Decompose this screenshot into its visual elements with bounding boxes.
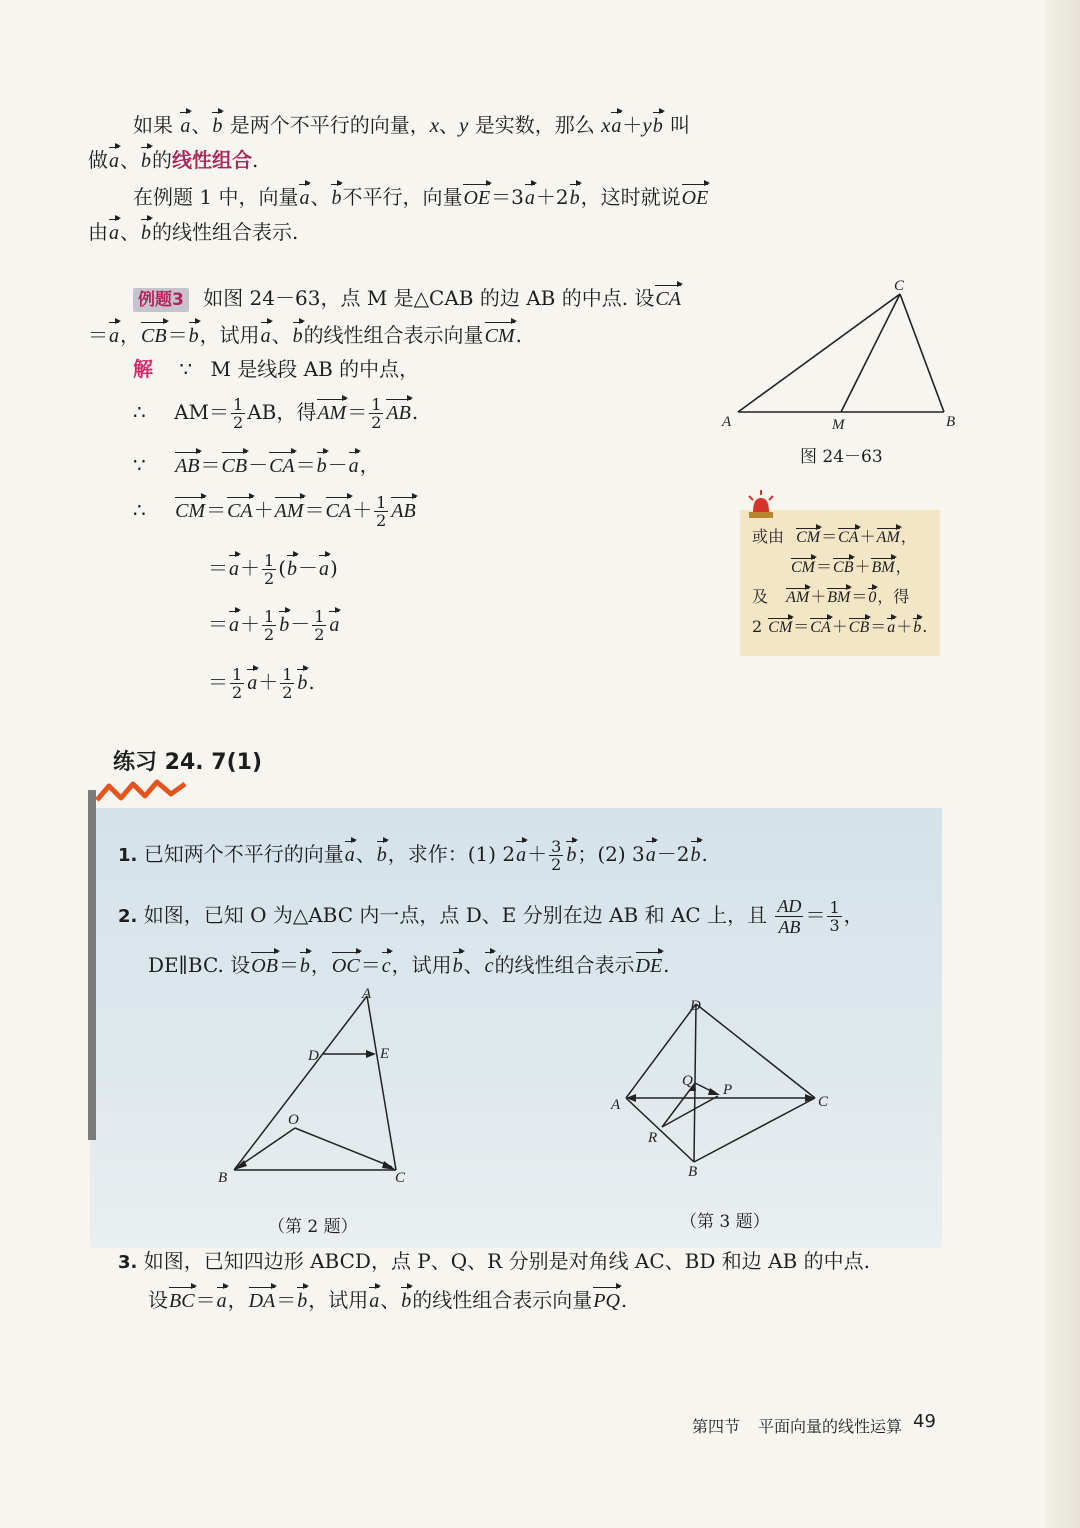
solution-line-7: ＝ $\frac{1}{2}$ a＋ $\frac{1}{2}$ b.: [208, 665, 315, 702]
label-m: M: [832, 417, 845, 433]
siren-icon: [744, 488, 778, 522]
question-number: 1.: [118, 845, 138, 866]
text: ，试用: [199, 323, 260, 347]
label-a: A: [611, 1097, 621, 1113]
text: 由: [88, 220, 108, 244]
text: 是实数，那么: [474, 113, 595, 137]
label-e: E: [380, 1046, 390, 1062]
question-2: 2. 如图，已知 O 为△ABC 内一点，点 D、E 分别在边 AB 和 AC 上，且 $\frac{AD}{AB}$ ＝ $\frac{1}{3}$ ，: [118, 896, 864, 937]
text: 做: [88, 148, 108, 172]
text: ∵: [133, 453, 146, 477]
label-a: A: [722, 414, 732, 430]
text: AB，得: [247, 400, 317, 424]
segment-ac: [738, 294, 900, 412]
figure-caption-24-63: 图 24－63: [800, 447, 883, 467]
intro-line-4: 由a、b的线性组合表示.: [88, 217, 298, 248]
text: ，: [120, 323, 140, 347]
frac-den: 2: [371, 413, 382, 432]
text: 设: [148, 1288, 168, 1312]
zigzag-decoration: [93, 776, 189, 806]
text: ；(2): [577, 842, 626, 866]
solution-line-3: ∵ AB＝CB－CA＝b－a，: [133, 450, 380, 481]
caption-q2: （第 2 题）: [268, 1217, 358, 1237]
solution-line-6: ＝a＋ $\frac{1}{2}$ b－ $\frac{1}{2}$ a: [208, 607, 340, 644]
segment-ac: [367, 996, 396, 1170]
segment-ab: [626, 1098, 694, 1162]
label-r: R: [648, 1130, 658, 1146]
footer-title: 平面向量的线性运算: [758, 1417, 903, 1436]
side-note-box: [740, 510, 940, 656]
text: 的线性组合表示向量: [303, 323, 484, 347]
segment-cm: [841, 294, 900, 412]
page-number: 49: [913, 1411, 936, 1432]
question-number: 2.: [118, 906, 138, 927]
text: 2: [752, 617, 763, 636]
text: 的: [152, 148, 172, 172]
vector-ob: [238, 1128, 295, 1167]
label-p: P: [723, 1082, 733, 1098]
frac-num: 1: [371, 395, 382, 414]
exercise-title: 练习 24. 7(1): [113, 750, 263, 775]
vec-b: b: [211, 111, 223, 141]
caption-q3: （第 3 题）: [680, 1212, 770, 1232]
vector-oc: [295, 1128, 392, 1167]
text: 如图，已知 O 为△ABC 内一点，点 D、E 分别在边 AB 和 AC 上，且: [143, 903, 768, 927]
frac-den: 2: [233, 413, 244, 432]
text: ∵: [179, 357, 193, 381]
label-c: C: [395, 1170, 406, 1186]
label-d: D: [690, 998, 701, 1014]
label-o: O: [288, 1112, 299, 1128]
solution-label: 解: [133, 357, 153, 381]
text: 在例题 1 中，向量: [133, 185, 299, 209]
frac-num: 1: [233, 395, 244, 414]
text: 如果: [133, 113, 173, 137]
label-a: A: [362, 986, 372, 1002]
text: 及: [752, 587, 769, 606]
text: ，试用: [308, 1288, 369, 1312]
text: ∴: [133, 400, 146, 424]
text: ，试用: [391, 953, 452, 977]
vec-a: a: [179, 111, 191, 141]
question-3-line-2: 设BC＝a，DA＝b，试用a、b的线性组合表示向量PQ.: [148, 1285, 627, 1316]
text: AM＝: [174, 400, 230, 424]
segment-ab: [234, 996, 367, 1170]
solution-line-4: ∴ CM＝CA＋AM＝CA＋ $\frac{1}{2}$ AB: [133, 493, 416, 530]
page-edge: [1046, 0, 1080, 1528]
text: ，这时就说: [580, 185, 681, 209]
segment-bc: [694, 1098, 815, 1162]
question-2-line-2: DE∥BC. 设OB＝b，OC＝c，试用b、c的线性组合表示DE.: [148, 950, 670, 981]
segment-cb: [900, 294, 944, 412]
intro-line-3: 在例题 1 中，向量a、b不平行，向量OE＝3a＋2b，这时就说OE: [133, 182, 709, 213]
footer-section: 第四节: [692, 1417, 741, 1436]
solution-line-5: ＝a＋ $\frac{1}{2}$ (b－a): [208, 551, 338, 588]
side-note-line-4: 2 CM＝CA＋CB＝a＋b.: [752, 616, 927, 639]
example-line-1: 例题3 如图 24－63，点 M 是△CAB 的边 AB 的中点. 设CA: [133, 283, 682, 314]
example-badge: 例题3: [133, 288, 189, 312]
question-1: 1. 已知两个不平行的向量a、b，求作：(1) 2a＋ $\frac{3}{2}$ b；(2) 3a－2b.: [118, 837, 708, 874]
text: M 是线段 AB 的中点，: [210, 357, 420, 381]
side-note-line-1: 或由 CM＝CA＋AM，: [752, 526, 917, 549]
segment-dc: [696, 1004, 815, 1098]
label-b: B: [946, 414, 956, 430]
text: 如图 24－63，点 M 是△CAB 的边 AB 的中点. 设: [203, 286, 655, 310]
label-q: Q: [682, 1073, 693, 1089]
segment-rp: [662, 1096, 718, 1127]
text: ，求作：(1): [387, 842, 497, 866]
text: 叫: [670, 113, 691, 137]
text: ∴: [133, 498, 146, 522]
text: 的线性组合表示: [494, 953, 635, 977]
figure-q3: [610, 994, 845, 1184]
label-c: C: [818, 1094, 829, 1110]
text: 的线性组合表示向量: [412, 1288, 593, 1312]
text: 是两个不平行的向量，: [229, 113, 430, 137]
text: 已知两个不平行的向量: [143, 842, 344, 866]
figure-24-63: [718, 272, 968, 437]
label-c: C: [894, 278, 905, 294]
question-3: [118, 1246, 870, 1278]
solution-line-2: ∴ AM＝ $\frac{1}{2}$ AB，得AM＝ $\frac{1}{2}$ AB.: [133, 395, 419, 432]
intro-line-2: 做a、b的线性组合.: [88, 145, 258, 176]
text: ，得: [877, 587, 910, 606]
text: 或由: [752, 527, 785, 546]
term-linear-combination: 线性组合: [172, 148, 252, 172]
exercise-side-bar: [88, 790, 96, 1140]
side-note-line-2: CM＝CB＋BM，: [790, 556, 912, 579]
text: 不平行，向量: [342, 185, 463, 209]
text: DE∥BC. 设: [148, 953, 251, 977]
question-number: 3.: [118, 1252, 138, 1273]
label-b: B: [218, 1170, 228, 1186]
segment-qr: [662, 1083, 695, 1127]
example-line-2: ＝a，CB＝b，试用a、b的线性组合表示向量CM.: [88, 320, 522, 351]
text: .: [252, 148, 259, 172]
text: 如图，已知四边形 ABCD，点 P、Q、R 分别是对角线 AC、BD 和边 AB 的中点.: [143, 1249, 870, 1273]
intro-line-1: 如果 a、b 是两个不平行的向量，x、y 是实数，那么 xa＋yb 叫: [133, 110, 690, 141]
label-b: B: [688, 1164, 698, 1180]
solution-line-1: [133, 354, 419, 384]
side-note-line-3: 及 AM＋BM＝0，得: [752, 586, 909, 609]
text: 的线性组合表示.: [152, 220, 299, 244]
label-d: D: [308, 1048, 319, 1064]
figure-q2: [212, 982, 417, 1192]
